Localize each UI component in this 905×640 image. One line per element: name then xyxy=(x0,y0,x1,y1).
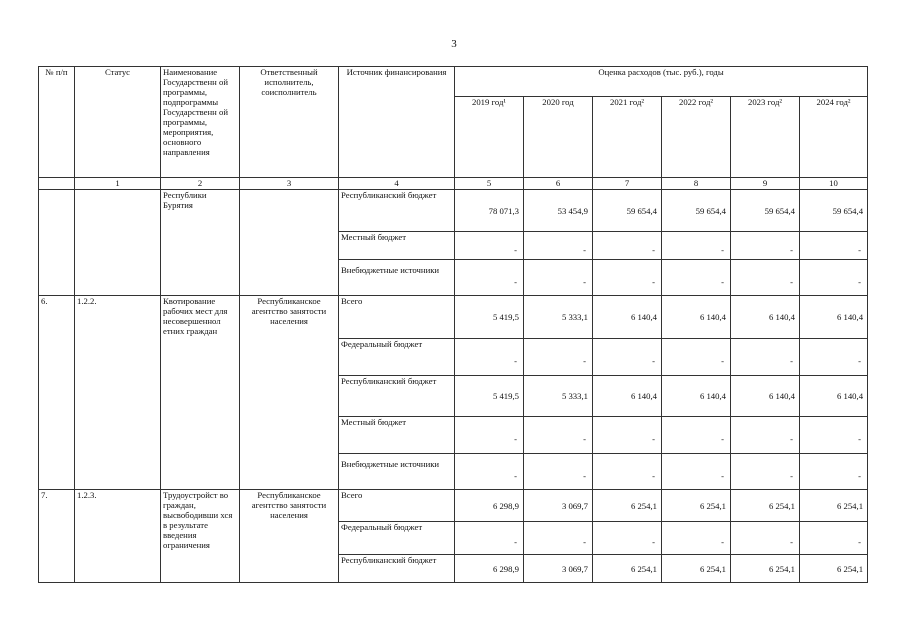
value-cell: 6 140,4 xyxy=(731,376,800,417)
value-cell: - xyxy=(455,454,524,490)
program-name-continued: Республики Бурятия xyxy=(161,190,240,296)
col-number: 10 xyxy=(800,178,868,190)
value-cell: 5 333,1 xyxy=(524,296,593,339)
header-responsible: Ответственный исполнитель, соисполнитель xyxy=(240,67,339,178)
source-cell: Республиканский бюджет xyxy=(339,190,455,232)
value-cell: - xyxy=(800,454,868,490)
value-cell: 59 654,4 xyxy=(731,190,800,232)
value-cell: - xyxy=(524,232,593,260)
value-cell: - xyxy=(593,260,662,296)
header-no: № п/п xyxy=(39,67,75,178)
value-cell: 5 419,5 xyxy=(455,376,524,417)
value-cell: - xyxy=(593,417,662,454)
value-cell: 59 654,4 xyxy=(662,190,731,232)
value-cell: - xyxy=(455,260,524,296)
value-cell: - xyxy=(800,339,868,376)
value-cell: - xyxy=(662,454,731,490)
value-cell: - xyxy=(662,260,731,296)
col-number: 3 xyxy=(240,178,339,190)
value-cell: 3 069,7 xyxy=(524,490,593,522)
source-cell: Местный бюджет xyxy=(339,232,455,260)
value-cell: 6 254,1 xyxy=(731,490,800,522)
col-number xyxy=(39,178,75,190)
value-cell: 53 454,9 xyxy=(524,190,593,232)
year-2023: 2023 год² xyxy=(731,97,800,178)
col-number: 5 xyxy=(455,178,524,190)
source-cell: Всего xyxy=(339,296,455,339)
value-cell: 6 140,4 xyxy=(662,376,731,417)
value-cell: - xyxy=(731,454,800,490)
value-cell: 6 140,4 xyxy=(593,376,662,417)
col-number: 7 xyxy=(593,178,662,190)
value-cell: 6 254,1 xyxy=(731,555,800,583)
measure-name: Квотирование рабочих мест для несовершеннол етних граждан xyxy=(161,296,240,490)
value-cell: - xyxy=(800,522,868,555)
value-cell: - xyxy=(593,339,662,376)
value-cell: 6 140,4 xyxy=(662,296,731,339)
value-cell: - xyxy=(662,232,731,260)
value-cell: - xyxy=(455,232,524,260)
table-row xyxy=(39,296,868,339)
value-cell: 6 254,1 xyxy=(662,490,731,522)
col-number: 1 xyxy=(75,178,161,190)
value-cell: 6 254,1 xyxy=(800,555,868,583)
value-cell: - xyxy=(800,417,868,454)
value-cell: - xyxy=(800,260,868,296)
value-cell: - xyxy=(455,522,524,555)
value-cell: - xyxy=(593,454,662,490)
value-cell: - xyxy=(593,232,662,260)
value-cell: - xyxy=(662,522,731,555)
year-2024: 2024 год² xyxy=(800,97,868,178)
header-status: Статус xyxy=(75,67,161,178)
value-cell: - xyxy=(524,522,593,555)
col-number: 9 xyxy=(731,178,800,190)
value-cell: 5 333,1 xyxy=(524,376,593,417)
value-cell: - xyxy=(524,454,593,490)
value-cell: 6 254,1 xyxy=(800,490,868,522)
value-cell: 59 654,4 xyxy=(593,190,662,232)
year-2021: 2021 год² xyxy=(593,97,662,178)
value-cell: - xyxy=(593,522,662,555)
row-status: 1.2.3. xyxy=(75,490,161,583)
header-name: Наименование Государственн ой программы, подпрограммы Государственн ой программы, мероприятия, основного направления xyxy=(161,67,240,178)
value-cell: - xyxy=(800,232,868,260)
value-cell: 6 140,4 xyxy=(800,376,868,417)
year-2022: 2022 год² xyxy=(662,97,731,178)
year-2019: 2019 год¹ xyxy=(455,97,524,178)
source-cell: Федеральный бюджет xyxy=(339,339,455,376)
value-cell: 3 069,7 xyxy=(524,555,593,583)
source-cell: Внебюджетные источники xyxy=(339,260,455,296)
value-cell: - xyxy=(731,232,800,260)
source-cell: Внебюджетные источники xyxy=(339,454,455,490)
source-cell: Республиканский бюджет xyxy=(339,555,455,583)
column-number-row xyxy=(39,178,868,190)
year-2020: 2020 год xyxy=(524,97,593,178)
page-number: 3 xyxy=(451,38,457,50)
value-cell: - xyxy=(731,522,800,555)
value-cell: 6 140,4 xyxy=(593,296,662,339)
value-cell: 6 254,1 xyxy=(593,555,662,583)
value-cell: - xyxy=(662,339,731,376)
value-cell: - xyxy=(731,417,800,454)
value-cell: 6 140,4 xyxy=(800,296,868,339)
responsible-executor: Республиканское агентство занятости населения xyxy=(240,296,339,490)
value-cell: - xyxy=(524,417,593,454)
value-cell: - xyxy=(455,417,524,454)
source-cell: Республиканский бюджет xyxy=(339,376,455,417)
expenditure-table xyxy=(38,66,868,583)
value-cell: 78 071,3 xyxy=(455,190,524,232)
col-number: 8 xyxy=(662,178,731,190)
row-status: 1.2.2. xyxy=(75,296,161,490)
value-cell: 6 298,9 xyxy=(455,490,524,522)
value-cell: - xyxy=(524,339,593,376)
source-cell: Местный бюджет xyxy=(339,417,455,454)
col-number: 2 xyxy=(161,178,240,190)
row-number: 6. xyxy=(39,296,75,490)
value-cell: 59 654,4 xyxy=(800,190,868,232)
col-number: 6 xyxy=(524,178,593,190)
header-source: Источник финансирования xyxy=(339,67,455,178)
value-cell: 6 140,4 xyxy=(731,296,800,339)
value-cell: 6 254,1 xyxy=(593,490,662,522)
source-cell: Всего xyxy=(339,490,455,522)
header-estimate: Оценка расходов (тыс. руб.), годы xyxy=(455,67,868,97)
value-cell: 6 254,1 xyxy=(662,555,731,583)
table-row xyxy=(39,490,868,522)
row-number: 7. xyxy=(39,490,75,583)
table-row xyxy=(39,190,868,232)
col-number: 4 xyxy=(339,178,455,190)
value-cell: - xyxy=(731,339,800,376)
source-cell: Федеральный бюджет xyxy=(339,522,455,555)
value-cell: - xyxy=(731,260,800,296)
value-cell: - xyxy=(455,339,524,376)
responsible-executor: Республиканское агентство занятости населения xyxy=(240,490,339,583)
value-cell: 5 419,5 xyxy=(455,296,524,339)
value-cell: - xyxy=(662,417,731,454)
value-cell: - xyxy=(524,260,593,296)
measure-name: Трудоустройст во граждан, высвободивши хся в результате введения ограничения xyxy=(161,490,240,583)
value-cell: 6 298,9 xyxy=(455,555,524,583)
